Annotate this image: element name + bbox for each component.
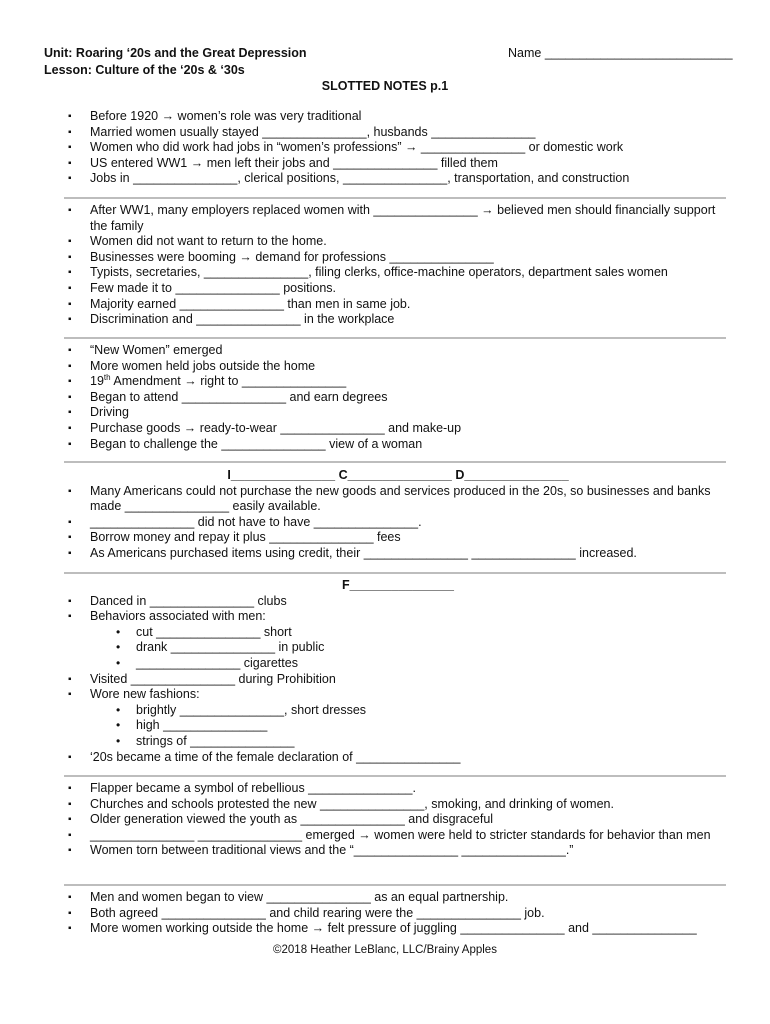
section-divider: [64, 884, 726, 886]
list-item: ▪ Driving: [68, 405, 728, 421]
section-divider: [64, 461, 726, 463]
list-item: ▪ Majority earned _______________ than men in same job.: [68, 297, 728, 313]
list-item: ▪ Borrow money and repay it plus _______________ fees: [68, 530, 728, 546]
list-item: ▪ Purchase goods → ready-to-wear _______________ and make-up: [68, 421, 728, 437]
list-item: ▪ More women held jobs outside the home: [68, 359, 728, 375]
list-item: ▪ After WW1, many employers replaced women with _______________ → believed men should financially support the family: [68, 203, 728, 234]
list-item: ▪ Women who did work had jobs in “women’s professions” → _______________ or domestic work: [68, 140, 728, 156]
list-item: ▪ Jobs in _______________, clerical positions, _______________, transportation, and construction: [68, 171, 728, 187]
section-divider: [64, 337, 726, 339]
section-divider: [64, 197, 726, 199]
section-divider: [64, 572, 726, 574]
list-item: ▪ Danced in _______________ clubs: [68, 594, 728, 610]
list-item: ▪ Men and women began to view _______________ as an equal partnership.: [68, 890, 728, 906]
sub-list-item: • cut _______________ short: [68, 625, 728, 641]
list-item: ▪ More women working outside the home → felt pressure of juggling _______________ and _______________: [68, 921, 728, 937]
sub-list-item: • _______________ cigarettes: [68, 656, 728, 672]
section-3: [68, 343, 728, 452]
section-2: [68, 203, 728, 328]
section-1: [68, 109, 728, 187]
list-item: ▪ Both agreed _______________ and child rearing were the _______________ job.: [68, 906, 728, 922]
copyright-footer: ©2018 Heather LeBlanc, LLC/Brainy Apples: [273, 944, 497, 956]
list-item: ▪ Older generation viewed the youth as _______________ and disgraceful: [68, 812, 728, 828]
sub-list-item: • high _______________: [68, 718, 728, 734]
unit-title: Unit: Roaring ‘20s and the Great Depression: [44, 46, 307, 60]
section-5: [68, 578, 728, 765]
page-title: SLOTTED NOTES p.1: [321, 79, 449, 93]
sub-list-item: • strings of _______________: [68, 734, 728, 750]
list-item: ▪ Women torn between traditional views and the “_______________ _______________.”: [68, 843, 728, 859]
section-7: [68, 890, 728, 937]
list-item: ▪ _______________ did not have to have _______________.: [68, 515, 728, 531]
list-item: ▪ ‘20s became a time of the female declaration of _______________: [68, 750, 728, 766]
list-item: ▪ Visited _______________ during Prohibition: [68, 672, 728, 688]
list-item: ▪ 19th Amendment → right to _______________: [68, 374, 728, 390]
list-item: ▪ Few made it to _______________ positions.: [68, 281, 728, 297]
list-item: ▪ Began to attend _______________ and earn degrees: [68, 390, 728, 406]
list-item: ▪ Flapper became a symbol of rebellious _______________.: [68, 781, 728, 797]
list-item: ▪ Began to challenge the _______________ view of a woman: [68, 437, 728, 453]
list-item: ▪ Wore new fashions:: [68, 687, 728, 703]
section-heading: I_______________ C_______________ D_______________: [227, 468, 569, 482]
name-field[interactable]: Name ___________________________: [508, 46, 733, 60]
list-item: ▪ Many Americans could not purchase the new goods and services produced in the 20s, so businesses and banks made _______________ easily available.: [68, 484, 728, 515]
list-item: ▪ “New Women” emerged: [68, 343, 728, 359]
list-item: ▪ Typists, secretaries, _______________, filing clerks, office-machine operators, department sales women: [68, 265, 728, 281]
list-item: ▪ Women did not want to return to the home.: [68, 234, 728, 250]
section-divider: [64, 775, 726, 777]
section-4: [68, 468, 728, 562]
sub-list-item: • drank _______________ in public: [68, 640, 728, 656]
lesson-title: Lesson: Culture of the ‘20s & ‘30s: [44, 63, 245, 77]
list-item: ▪ Businesses were booming → demand for professions _______________: [68, 250, 728, 266]
section-6: [68, 781, 728, 859]
list-item: ▪ Behaviors associated with men:: [68, 609, 728, 625]
list-item: ▪ Discrimination and _______________ in the workplace: [68, 312, 728, 328]
sub-list-item: • brightly _______________, short dresses: [68, 703, 728, 719]
list-item: ▪ Churches and schools protested the new _______________, smoking, and drinking of women.: [68, 797, 728, 813]
list-item: ▪ Married women usually stayed _______________, husbands _______________: [68, 125, 728, 141]
list-item: ▪ As Americans purchased items using credit, their _______________ _______________ increased.: [68, 546, 728, 562]
list-item: ▪ Before 1920 → women’s role was very traditional: [68, 109, 728, 125]
list-item: ▪ _______________ _______________ emerged → women were held to stricter standards for behavior than men: [68, 828, 728, 844]
list-item: ▪ US entered WW1 → men left their jobs and _______________ filled them: [68, 156, 728, 172]
section-heading: F_______________: [342, 578, 454, 592]
